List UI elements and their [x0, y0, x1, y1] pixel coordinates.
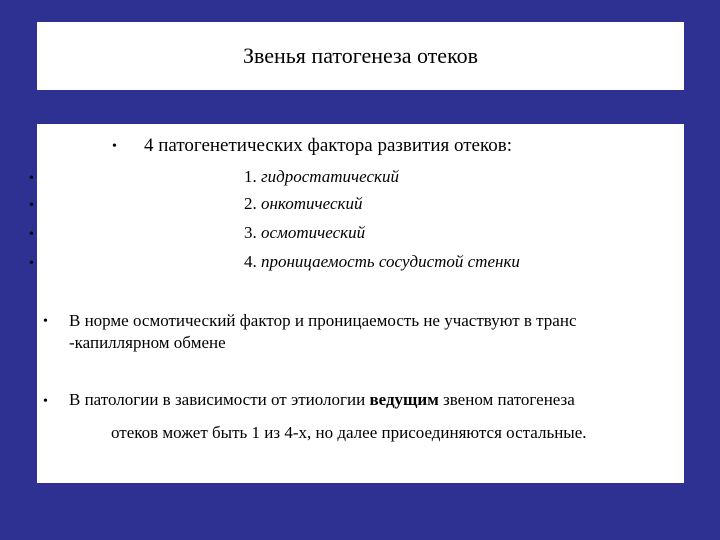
content-box: [29, 124, 684, 483]
factor-number-2: 2.: [244, 194, 257, 213]
factor-label-1: гидростатический: [261, 167, 399, 186]
factor-label-4: проницаемость сосудистой стенки: [261, 252, 520, 271]
factors-heading: 4 патогенетических фактора развития отеков:: [144, 135, 513, 156]
factor-item-2: [244, 194, 362, 214]
paragraph-pathology-bold: ведущим: [369, 390, 439, 409]
title-box: [37, 22, 684, 90]
factor-item-3: [244, 223, 365, 243]
bullet-paragraph-1: •: [43, 314, 48, 329]
paragraph-norm: [69, 310, 577, 354]
bullet-factor-4: •: [29, 256, 34, 271]
paragraph-pathology-line-1: [69, 390, 575, 410]
factor-item-1: [244, 167, 399, 187]
bullet-factor-2: •: [29, 198, 34, 213]
bullet-factor-3: •: [29, 227, 34, 242]
factor-number-3: 3.: [244, 223, 257, 242]
factor-label-2: онкотический: [261, 194, 363, 213]
factor-item-4: [244, 252, 520, 272]
paragraph-norm-line-2: -капиллярном обмене: [69, 333, 226, 352]
bullet-paragraph-2: •: [43, 394, 48, 409]
bullet-factor-1: •: [29, 171, 34, 186]
paragraph-pathology-post: звеном патогенеза: [438, 390, 575, 409]
slide-title: Звенья патогенеза отеков: [242, 43, 479, 68]
paragraph-norm-line-1: В норме осмотический фактор и проницаемость не участвуют в транс: [69, 311, 577, 330]
factor-number-1: 1.: [244, 167, 257, 186]
bullet-heading: •: [112, 139, 117, 154]
paragraph-pathology-pre: В патологии в зависимости от этиологии: [69, 390, 370, 409]
factor-label-3: осмотический: [261, 223, 366, 242]
factor-number-4: 4.: [244, 252, 257, 271]
paragraph-pathology-line-2: отеков может быть 1 из 4-х, но далее присоединяются остальные.: [111, 423, 587, 442]
